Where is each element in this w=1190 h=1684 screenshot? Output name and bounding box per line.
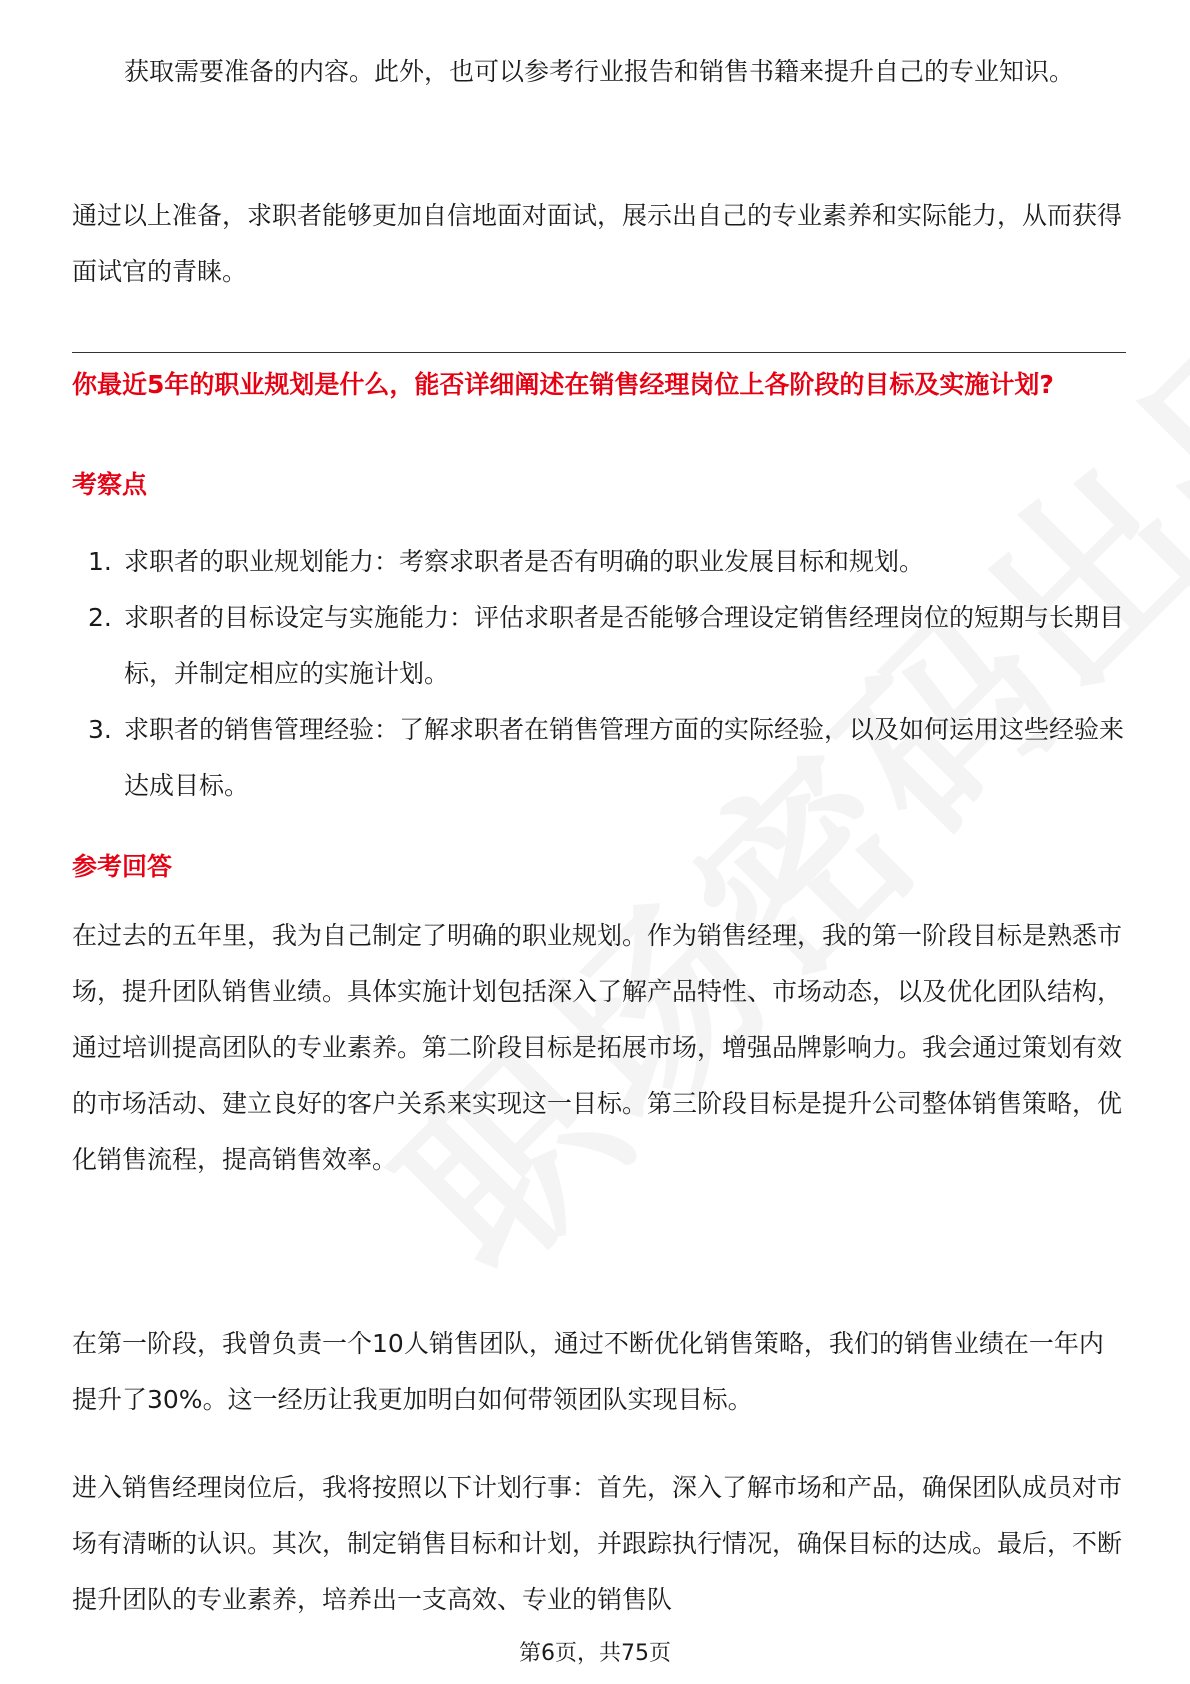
list-item <box>72 702 1126 814</box>
assessment-heading: 考察点 <box>72 470 148 499</box>
list-item <box>72 534 1126 590</box>
list-item-number: 1. <box>88 547 112 576</box>
question-heading: 你最近5年的职业规划是什么，能否详细阐述在销售经理岗位上各阶段的目标及实施计划? <box>72 370 1054 399</box>
list-item-number: 3. <box>88 715 112 744</box>
list-item-text: 求职者的目标设定与实施能力：评估求职者是否能够合理设定销售经理岗位的短期与长期目标，并制定相应的实施计划。 <box>124 603 1125 688</box>
list-item <box>72 590 1126 702</box>
list-item-number: 2. <box>88 603 112 632</box>
section-divider <box>72 352 1126 353</box>
summary-paragraph: 通过以上准备，求职者能够更加自信地面对面试，展示出自己的专业素养和实际能力，从而获得面试官的青睐。 <box>72 201 1123 286</box>
continued-paragraph: 获取需要准备的内容。此外，也可以参考行业报告和销售书籍来提升自己的专业知识。 <box>124 57 1075 86</box>
answer-paragraph: 进入销售经理岗位后，我将按照以下计划行事：首先，深入了解市场和产品，确保团队成员对市场有清晰的认识。其次，制定销售目标和计划，并跟踪执行情况，确保目标的达成。最后，不断提升团队的专业素养，培养出一支高效、专业的销售队 <box>72 1473 1123 1614</box>
answer-heading: 参考回答 <box>72 852 173 881</box>
assessment-list <box>72 534 1126 814</box>
list-item-text: 求职者的职业规划能力：考察求职者是否有明确的职业发展目标和规划。 <box>124 547 925 576</box>
list-item-text: 求职者的销售管理经验：了解求职者在销售管理方面的实际经验，以及如何运用这些经验来达成目标。 <box>124 715 1125 800</box>
page-number: 第6页，共75页 <box>519 1641 671 1666</box>
answer-paragraph: 在过去的五年里，我为自己制定了明确的职业规划。作为销售经理，我的第一阶段目标是熟悉市场，提升团队销售业绩。具体实施计划包括深入了解产品特性、市场动态，以及优化团队结构，通过培训提高团队的专业素养。第二阶段目标是拓展市场，增强品牌影响力。我会通过策划有效的市场活动、建立良好的客户关系来实现这一目标。第三阶段目标是提升公司整体销售策略，优化销售流程，提高销售效率。 <box>72 921 1123 1174</box>
answer-paragraph: 在第一阶段，我曾负责一个10人销售团队，通过不断优化销售策略，我们的销售业绩在一年内提升了30%。这一经历让我更加明白如何带领团队实现目标。 <box>72 1329 1104 1414</box>
